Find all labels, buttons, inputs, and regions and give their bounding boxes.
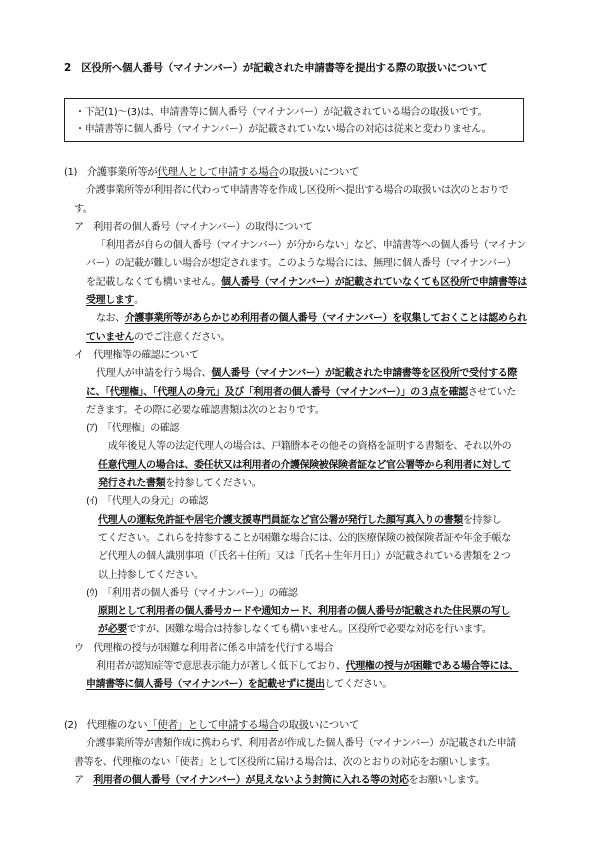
section-2-item-a-tail: をお願いします。 bbox=[408, 774, 485, 786]
item-a-para-3 bbox=[64, 274, 527, 292]
sub-i-para-2: てください。これらを持参することが困難な場合には、公的医療保険の被保険者証や年金手帳な bbox=[98, 532, 511, 544]
item-a-para-5 bbox=[64, 310, 527, 328]
section-2-number: (2) bbox=[64, 720, 77, 731]
notice-line-2: ・申請書等に個人番号（マイナンバー）が記載されていない場合の対応は従来と変わりません。 bbox=[75, 124, 492, 135]
sub-a-para-3 bbox=[64, 475, 527, 493]
section-2 bbox=[64, 716, 516, 790]
item-a-heading: ア 利用者の個人番号（マイナンバー）の取得について bbox=[74, 221, 313, 233]
item-a-para-6 bbox=[64, 329, 527, 347]
section-2-title-emphasis: 「使者」として申請する場合 bbox=[147, 719, 279, 731]
item-u-para-2 bbox=[64, 676, 527, 694]
section-2-item-a-mark: ア bbox=[74, 774, 84, 786]
item-i-heading: イ 代理権等の確認について bbox=[74, 349, 199, 361]
item-u-para-1-emphasis: 代理権の授与が困難である場合等には、 bbox=[345, 661, 519, 673]
sub-i-para-3: ど代理人の個人識別事項（「氏名＋住所」又は「氏名＋生年月日」）が記載されている書類を２つ bbox=[98, 551, 511, 563]
sub-i-para-1 bbox=[64, 512, 527, 530]
sub-a-heading: (ｱ) 「代理権」の確認 bbox=[86, 423, 180, 435]
sub-u-heading: (ｳ) 「利用者の個人番号（マイナンバー）」の確認 bbox=[86, 587, 298, 599]
sub-u-para-2 bbox=[64, 621, 527, 639]
item-u-para-1a: 利用者が認知症等で意思表示能力が著しく低下しており、 bbox=[96, 661, 346, 673]
item-a-para-4 bbox=[64, 292, 527, 310]
item-i-para-3: だきます。その際に必要な確認書類は次のとおりです。 bbox=[86, 404, 325, 416]
section-1-intro-2: す。 bbox=[74, 203, 93, 215]
section-1-intro-1: 介護事業所等が利用者に代わって申請書等を作成し区役所へ提出する場合の取扱いは次のとおりで bbox=[86, 185, 509, 197]
item-a-para-4-emphasis: 受理します bbox=[86, 295, 134, 307]
section-2-para-2: 書等を、代理権のない「使者」として区役所に届ける場合は、次のとおりの対応をお願いします。 bbox=[74, 756, 496, 768]
item-a-para-2: バー）の記載が難しい場合が想定されます。このような場合には、無理に個人番号（マイナンバー） bbox=[86, 258, 516, 270]
sub-u-para-1-emphasis: 原則として利用者の個人番号カードや通知カード、利用者の個人番号が記載された住民票の写し bbox=[98, 606, 510, 618]
item-a-para-6b: のでご注意ください。 bbox=[134, 331, 230, 343]
sub-a-para-2 bbox=[64, 457, 527, 475]
section-1-title-a: 介護事業所等が bbox=[86, 166, 158, 178]
section-1-number: (1) bbox=[64, 167, 77, 178]
item-u-para-1 bbox=[64, 658, 527, 676]
section-2-item-a bbox=[64, 772, 516, 790]
section-2-item-a-emphasis: 利用者の個人番号（マイナンバー）が見えないよう封筒に入れる等の対応 bbox=[93, 774, 409, 786]
item-u-para-2b: してください。 bbox=[324, 679, 392, 691]
sub-u-para-1 bbox=[64, 603, 527, 621]
item-a-para-5a: なお、 bbox=[96, 313, 125, 325]
item-i-para-2-emphasis: に、「代理権」、「代理人の身元」及び「利用者の個人番号（マイナンバー）」の３点を確認 bbox=[86, 386, 468, 398]
notice-line-1: ・下記(1)～(3)は、申請書等に個人番号（マイナンバー）が記載されている場合の取扱いです。 bbox=[75, 107, 488, 118]
section-heading: 2 区役所へ個人番号（マイナンバー）が記載された申請書等を提出する際の取扱いについて bbox=[64, 62, 488, 74]
item-a-para-5-emphasis: 介護事業所等があらかじめ利用者の個人番号（マイナンバー）を収集しておくことは認められ bbox=[124, 313, 527, 325]
section-1-title bbox=[64, 163, 527, 182]
sub-u-para-2-emphasis: が必要 bbox=[98, 624, 127, 636]
sub-a-para-1: 成年後見人等の法定代理人の場合は、戸籍謄本その他その資格を証明する書類を、それ以外の bbox=[108, 441, 512, 453]
item-i-para-1a: 代理人が申請を行う場合、 bbox=[96, 368, 212, 380]
item-i-para-1-emphasis: 個人番号（マイナンバー）が記載された申請書等を区役所で受付する際 bbox=[211, 368, 518, 380]
item-i-para-2b: させていた bbox=[467, 386, 516, 398]
item-a-para-3-emphasis: 個人番号（マイナンバー）が記載されていなくても区役所で申請書等は bbox=[221, 276, 527, 288]
section-1 bbox=[64, 163, 527, 695]
item-a-para-4b: 。 bbox=[134, 295, 144, 307]
item-i-para-1 bbox=[64, 365, 527, 383]
item-u-heading: ウ 代理権の授与が困難な利用者に係る申請を代行する場合 bbox=[74, 642, 334, 654]
notice-box bbox=[64, 98, 524, 142]
sub-u-para-2b: ですが、困難な場合は持参しなくても構いません。区役所で必要な対応を行います。 bbox=[126, 624, 492, 636]
item-i-para-2 bbox=[64, 384, 527, 402]
item-u-para-2-emphasis: 申請書等に個人番号（マイナンバー）を記載せずに提出 bbox=[86, 679, 325, 691]
section-2-para-1: 介護事業所等が書類作成に携わらず、利用者が作成した個人番号（マイナンバー）が記載された申請 bbox=[86, 738, 516, 750]
item-a-para-1: 「利用者が自らの個人番号（マイナンバー）が分からない」など、申請書等への個人番号（マイナン bbox=[96, 240, 526, 252]
sub-a-para-3b: を持参してください。 bbox=[165, 478, 262, 490]
section-1-title-c: の取扱いについて bbox=[278, 166, 360, 178]
sub-i-para-4: 以上持参してください。 bbox=[98, 569, 204, 581]
sub-a-para-3-emphasis: 発行された書類 bbox=[98, 478, 166, 490]
section-2-title bbox=[64, 716, 516, 735]
section-2-title-c: の取扱いについて bbox=[278, 719, 360, 731]
sub-a-para-2-emphasis: 任意代理人の場合は、委任状又は利用者の介護保険被保険者証など官公署等から利用者に対して bbox=[98, 459, 511, 471]
item-a-para-3a: を記載しなくても構いません。 bbox=[86, 276, 221, 288]
sub-i-para-1-emphasis: 代理人の運転免許証や居宅介護支援専門員証など官公署が発行した顔写真入りの書類 bbox=[98, 514, 463, 526]
item-a-para-6-emphasis: ていません bbox=[86, 331, 134, 343]
sub-i-para-1b: を持参し bbox=[462, 514, 502, 526]
sub-i-heading: (ｲ) 「代理人の身元」の確認 bbox=[86, 496, 208, 508]
section-2-title-a: 代理権のない bbox=[86, 719, 148, 731]
section-1-title-emphasis: 代理人として申請する場合 bbox=[157, 166, 279, 178]
